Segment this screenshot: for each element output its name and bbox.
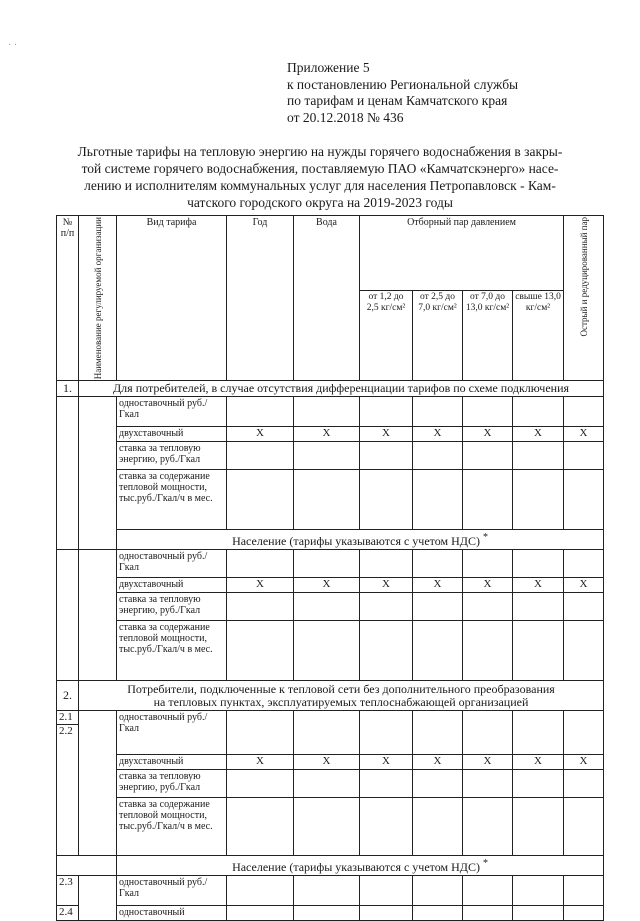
margin-mark: · · <box>8 40 18 51</box>
population-label-1: Население (тарифы указываются с учетом НДС) * <box>117 530 604 550</box>
sub-num-2-4: 2.4 <box>57 906 79 921</box>
population-label-2: Население (тарифы указываются с учетом НДС) * <box>117 856 604 876</box>
section-2-num: 2. <box>57 681 79 711</box>
x-mark: X <box>294 755 360 770</box>
x-mark: X <box>564 578 604 593</box>
appendix-header <box>287 60 518 126</box>
row-one-rate-short: одноставочный <box>117 906 227 921</box>
cell-empty <box>79 876 117 921</box>
header-steam: Отборный пар давлением <box>360 216 564 291</box>
x-mark: X <box>564 755 604 770</box>
x-mark: X <box>413 427 463 442</box>
x-mark: X <box>227 755 294 770</box>
sub-num-2-1: 2.1 <box>57 711 79 725</box>
section-2-label: Потребители, подключенные к тепловой сети без дополнительного преобразования на тепловых пунктах, эксплуатируемых теплоснабжающей организацией <box>79 681 604 711</box>
row-two-rate: двухставочный <box>117 427 227 442</box>
row-energy-rate: ставка за тепловую энергию, руб./Гкал <box>117 593 227 621</box>
row-capacity-rate: ставка за содержание тепловой мощности, тыс.руб./Гкал/ч в мес. <box>117 621 227 681</box>
header-tariff-type: Вид тарифа <box>117 216 227 381</box>
title-line-1: Льготные тарифы на тепловую энергию на нужды горячего водоснабжения в закры- <box>77 144 563 159</box>
x-mark: X <box>513 755 564 770</box>
row-energy-rate: ставка за тепловую энергию, руб./Гкал <box>117 442 227 470</box>
title-line-4: чатского городского округа на 2019-2023 годы <box>187 195 453 210</box>
section-1-label: Для потребителей, в случае отсутствия дифференциации тарифов по схеме подключения <box>79 381 604 397</box>
header-org: Наименование регулируемой организации <box>79 216 117 381</box>
cell-empty <box>79 397 117 550</box>
x-mark: X <box>294 578 360 593</box>
x-mark: X <box>413 755 463 770</box>
row-two-rate: двухставочный <box>117 578 227 593</box>
header-pressure-4: свыше 13,0 кг/см² <box>513 290 564 380</box>
cell-empty <box>79 711 117 856</box>
header-pressure-1: от 1,2 до 2,5 кг/см² <box>360 290 413 380</box>
title-line-2: той системе горячего водоснабжения, поставляемую ПАО «Камчатскэнерго» насе- <box>81 161 559 176</box>
x-mark: X <box>463 427 513 442</box>
row-one-rate: одноставочный руб./Гкал <box>117 397 227 427</box>
tariff-table <box>56 215 604 921</box>
x-mark: X <box>360 755 413 770</box>
row-capacity-rate: ставка за содержание тепловой мощности, тыс.руб./Гкал/ч в мес. <box>117 798 227 856</box>
header-num: № п/п <box>57 216 79 381</box>
x-mark: X <box>360 427 413 442</box>
cell-empty <box>79 550 117 681</box>
cell-empty <box>57 550 79 681</box>
row-one-rate: одноставочный руб./Гкал <box>117 876 227 906</box>
row-energy-rate: ставка за тепловую энергию, руб./Гкал <box>117 770 227 798</box>
row-capacity-rate: ставка за содержание тепловой мощности, тыс.руб./Гкал/ч в мес. <box>117 470 227 530</box>
header-water: Вода <box>294 216 360 381</box>
x-mark: X <box>564 427 604 442</box>
x-mark: X <box>294 427 360 442</box>
x-mark: X <box>513 427 564 442</box>
header-sharp-steam: Острый и редуцированный пар <box>564 216 604 381</box>
x-mark: X <box>463 578 513 593</box>
header-pressure-2: от 2,5 до 7,0 кг/см² <box>413 290 463 380</box>
x-mark: X <box>463 755 513 770</box>
appendix-line-3: по тарифам и ценам Камчатского края <box>287 93 508 108</box>
header-pressure-3: от 7,0 до 13,0 кг/см² <box>463 290 513 380</box>
appendix-line-1: Приложение 5 <box>287 60 370 75</box>
row-two-rate: двухставочный <box>117 755 227 770</box>
section-1-num: 1. <box>57 381 79 397</box>
sub-num-2-2: 2.2 <box>57 725 79 856</box>
sub-num-2-3: 2.3 <box>57 876 79 906</box>
x-mark: X <box>360 578 413 593</box>
appendix-line-2: к постановлению Региональной службы <box>287 76 519 92</box>
x-mark: X <box>513 578 564 593</box>
row-one-rate: одноставочный руб./Гкал <box>117 550 227 578</box>
title-line-3: лению и исполнителям коммунальных услуг для населения Петропавловск - Кам- <box>84 178 556 193</box>
cell-empty <box>57 397 79 550</box>
x-mark: X <box>413 578 463 593</box>
x-mark: X <box>227 427 294 442</box>
header-year: Год <box>227 216 294 381</box>
appendix-line-4: от 20.12.2018 № 436 <box>287 109 404 125</box>
x-mark: X <box>227 578 294 593</box>
row-one-rate: одноставочный руб./Гкал <box>117 711 227 755</box>
document-title <box>55 143 585 211</box>
cell-empty <box>57 856 117 876</box>
